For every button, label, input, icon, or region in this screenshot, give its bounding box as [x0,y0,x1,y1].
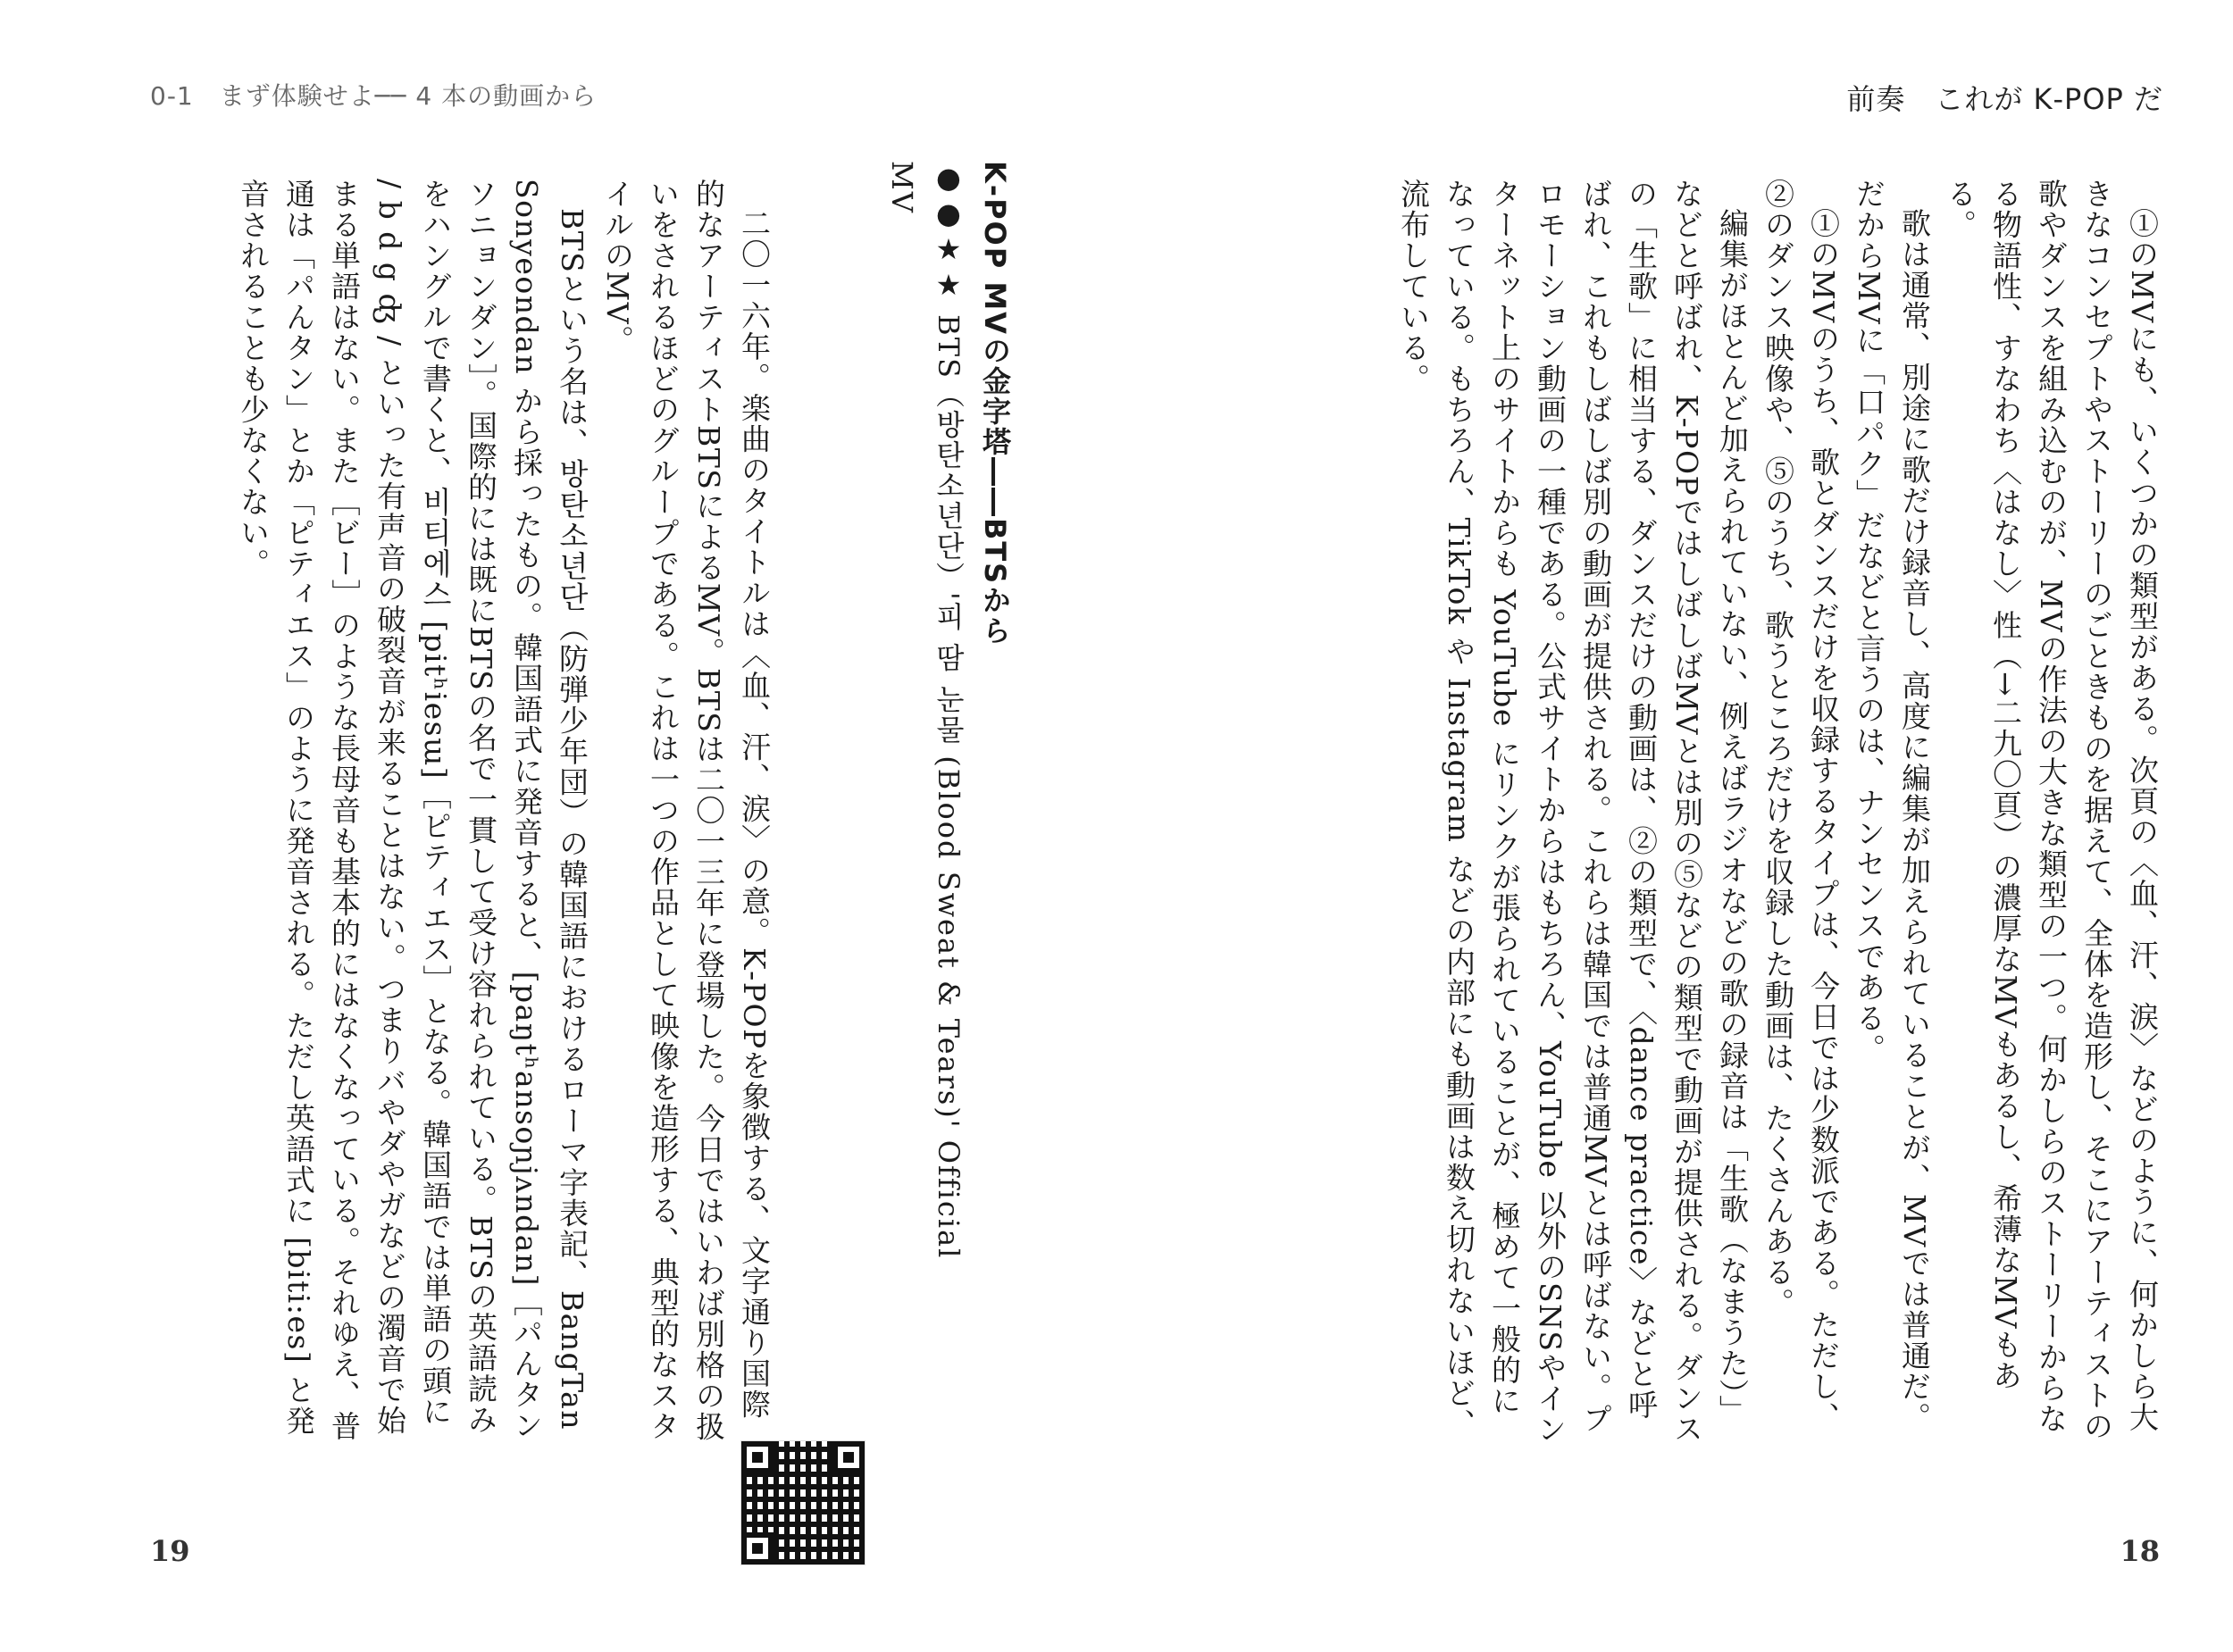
right-body-text [1396,179,2165,1447]
paragraph: ①のMVのうち、歌とダンスだけを収録するタイプは、今日では少数派である。ただし、②のダンス映像や、⑤のうち、歌うところだけを収録した動画は、たくさんある。 [1760,179,1841,1433]
qr-finder-icon [741,1441,774,1473]
paragraph: BTSという名は、방탄소년단（防弾少年団）の韓国語におけるローマ字表記、BangTan Sonyeondan から採ったもの。韓国語式に発音すると、[paŋtʰansoɲjʌndan]［パんタン ソニョンダン］。国際的には既にBTSの名で一貫して受け容れられている。BTSの英語読みをハングルで書くと、비티에스 [pitʰiesɯ]［ピティエス］となる。韓国語では単語の頭に / b d g ʤ / といった有声音の破裂音が来ることはない。つまりバやダやガなどの濁音で始まる単語はない。また［ビー］のような長母音も基本的にはなくなっている。それゆえ、普通は「パんタン」とか「ピティエス」のように発音される。ただし英語式に [biti:es] と発音されることも少なくない。 [236,179,590,1442]
qr-finder-icon [741,1532,774,1564]
section-heading [857,161,1018,1322]
page-left [0,0,1116,1652]
heading-title: K‐POP MVの金字塔――BTSから [978,161,1012,647]
qr-finder-icon [832,1441,865,1473]
paragraph: ①のMVにも、いくつかの類型がある。次頁の〈血、汗、涙〉などのように、何かしら大きなコンセプトやストーリーのごときものを据えて、全体を造形し、そこにアーティストの歌やダンスを組み込むのが、MVの作法の大きな類型の一つ。何かしらのストーリーからなる物語性、すなわち〈はなし〉性（→二九〇頁）の濃厚なMVもあるし、希薄なMVもある。 [1943,179,2160,1442]
paragraph: 編集がほとんど加えられていない、例えばラジオなどの歌の録音は「生歌（なまうた）」などと呼ばれ、K‐POPではしばしばMVとは別の⑤などの類型で動画が提供される。ダンスの「生歌」に相当する、ダンスだけの動画は、②の類型で、〈dance practice〉などと呼ばれ、これもしばしば別の動画が提供される。これらは韓国では普通MVとは呼ばない。プロモーション動画の一種である。公式サイトからはもちろん、YouTube 以外のSNSやインターネット上のサイトからも YouTube にリンクが張られていることが、極めて一般的になっている。もちろん、TikTok や Instagram などの内部にも動画は数え切れないほど、流布している。 [1396,179,1750,1446]
running-head-right: 前奏 これが K‐POP だ [1846,82,2163,116]
page-right [1116,0,2233,1652]
left-body-text [232,179,777,1447]
running-head-left: 0-1 まず体験せよ── 4 本の動画から [150,81,598,111]
heading-subtitle: ●●★★ BTS（방탄소년단）'피 땀 눈물 (Blood Sweat & Tears)' Official MV [885,161,966,1260]
paragraph: 歌は通常、別途に歌だけ録音し、高度に編集が加えられていることが、MVでは普通だ。だからMVに「口パク」だなどと言うのは、ナンセンスである。 [1852,179,1932,1433]
qr-code[interactable] [741,1441,865,1564]
page-number-left: 19 [150,1534,190,1568]
page-number-right: 18 [2120,1534,2160,1568]
paragraph: 二〇一六年。楽曲のタイトルは〈血、汗、涙〉の意。K‐POPを象徴する、文字通り国際的なアーティストBTSによるMV。BTSは二〇一三年に登場した。今日ではいわば別格の扱いをされるほどのグループである。これは一つの作品として映像を造形する、典型的なスタイルのMV。 [600,179,772,1442]
